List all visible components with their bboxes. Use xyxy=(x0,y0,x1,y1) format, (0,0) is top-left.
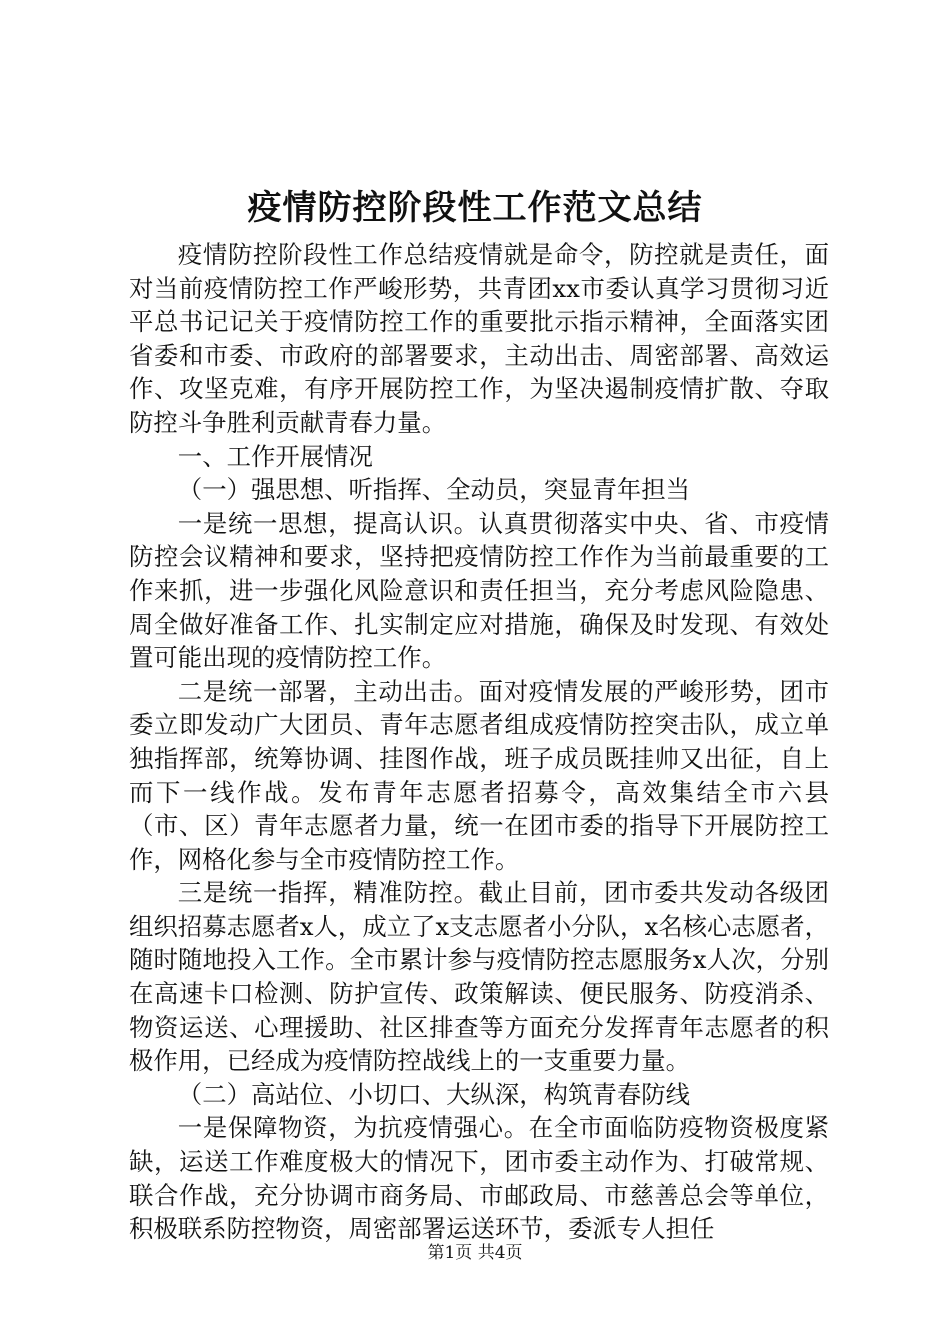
page-number-footer: 第1页 共4页 xyxy=(427,1243,523,1263)
document-title: 疫情防控阶段性工作范文总结 xyxy=(247,188,703,228)
intro-paragraph: 疫情防控阶段性工作总结疫情就是命令，防控就是责任，面对当前疫情防控工作严峻形势，共青团xx市委认真学习贯彻习近平总书记记关于疫情防控工作的重要批示指示精神，全面落实团省委和市委、市政府的部署要求，主动出击、周密部署、高效运作、攻坚克难，有序开展防控工作，为坚决遏制疫情扩散、夺取防控斗争胜利贡献青春力量。 xyxy=(129,240,829,437)
body-paragraph: 二是统一部署，主动出击。面对疫情发展的严峻形势，团市委立即发动广大团员、青年志愿者组成疫情防控突击队，成立单独指挥部，统筹协调、挂图作战，班子成员既挂帅又出征，自上而下一线作战。发布青年志愿者招募令，高效集结全市六县（市、区）青年志愿者力量，统一在团市委的指导下开展防控工作，网格化参与全市疫情防控工作。 xyxy=(129,676,829,874)
body-paragraph: 三是统一指挥，精准防控。截止目前，团市委共发动各级团组织招募志愿者x人，成立了x支志愿者小分队，x名核心志愿者，随时随地投入工作。全市累计参与疫情防控志愿服务x人次，分别在高速卡口检测、防护宣传、政策解读、便民服务、防疫消杀、物资运送、心理援助、社区排查等方面充分发挥青年志愿者的积极作用，已经成为疫情防控战线上的一支重要力量。 xyxy=(129,878,829,1076)
subsection-heading: （一）强思想、听指挥、全动员，突显青年担当 xyxy=(177,475,691,505)
body-paragraph: 一是保障物资，为抗疫情强心。在全市面临防疫物资极度紧缺，运送工作难度极大的情况下，团市委主动作为、打破常规、联合作战，充分协调市商务局、市邮政局、市慈善总会等单位，积极联系防控物资，周密部署运送环节，委派专人担任 xyxy=(129,1113,829,1244)
section-heading: 一、工作开展情况 xyxy=(177,441,373,471)
subsection-heading: （二）高站位、小切口、大纵深，构筑青春防线 xyxy=(177,1079,691,1109)
body-paragraph: 一是统一思想，提高认识。认真贯彻落实中央、省、市疫情防控会议精神和要求，坚持把疫情防控工作作为当前最重要的工作来抓，进一步强化风险意识和责任担当，充分考虑风险隐患、周全做好准备工作、扎实制定应对措施，确保及时发现、有效处置可能出现的疫情防控工作。 xyxy=(129,508,829,673)
document-body xyxy=(129,238,829,1246)
